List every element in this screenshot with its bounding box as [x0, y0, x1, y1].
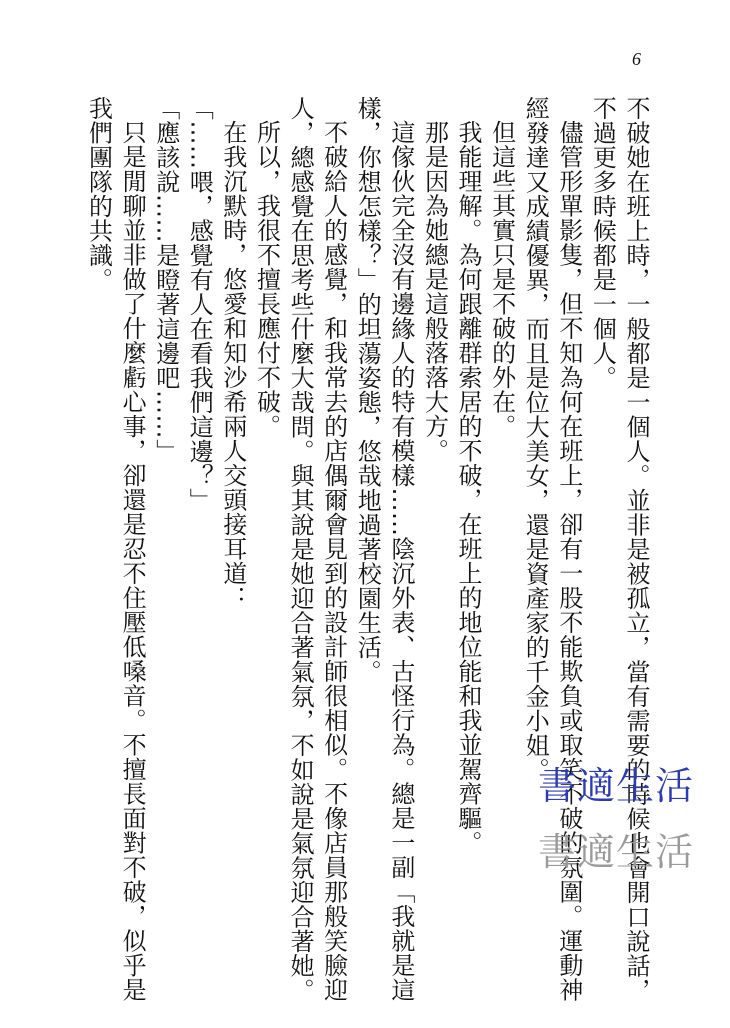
watermark-grey: 書適生活 — [538, 830, 695, 874]
text-line: 不破給人的感覺，和我常去的店偶爾會見到的設計師很相似。不像店員那般笑臉迎 — [319, 120, 348, 1002]
text-line: 人，總感覺在思考些什麼大哉問。與其說是她迎合著氣氛，不如說是氣氛迎合著她。 — [286, 96, 315, 1003]
text-line: 樣，你想怎樣？」的坦蕩姿態，悠哉地過著校園生活。 — [353, 96, 382, 684]
watermark-blue: 書適生活 — [538, 764, 695, 808]
text-line: 但這些其實只是不破的外在。 — [487, 120, 516, 439]
text-line: 經發達又成績優異，而且是位大美女，還是資產家的千金小姐。 — [521, 96, 550, 782]
text-line: 所以，我很不擅長應付不破。 — [252, 120, 281, 439]
text-line: 儘管形單影隻，但不知為何在班上，卻有一股不能欺負或取笑不破的氛圍。運動神 — [554, 120, 583, 1002]
page-number: 6 — [632, 49, 641, 69]
text-line: 「應該說……是瞪著這邊吧……」 — [151, 96, 180, 464]
text-line: 不破她在班上時，一般都是一個人。並非是被孤立，當有需要的時候也會開口說話， — [622, 96, 650, 1003]
text-line: 這傢伙完全沒有邊緣人的特有模樣……陰沉外表、古怪行為。總是一副「我就是這 — [386, 120, 415, 1002]
text-line: 只是閒聊並非做了什麼虧心事，卻還是忍不住壓低嗓音。不擅長面對不破，似乎是 — [118, 120, 147, 1002]
text-line: 我們團隊的共識。 — [84, 96, 113, 292]
text-line: 在我沉默時，悠愛和知沙希兩人交頭接耳道： — [218, 120, 247, 610]
text-line: 不過更多時候都是一個人。 — [588, 96, 617, 390]
text-line: 我能理解。為何跟離群索居的不破，在班上的地位能和我並駕齊驅。 — [454, 120, 483, 855]
text-line: 那是因為她總是這般落落大方。 — [420, 120, 449, 463]
text-line: 「……喂，感覺有人在看我們這邊？」 — [185, 96, 214, 513]
